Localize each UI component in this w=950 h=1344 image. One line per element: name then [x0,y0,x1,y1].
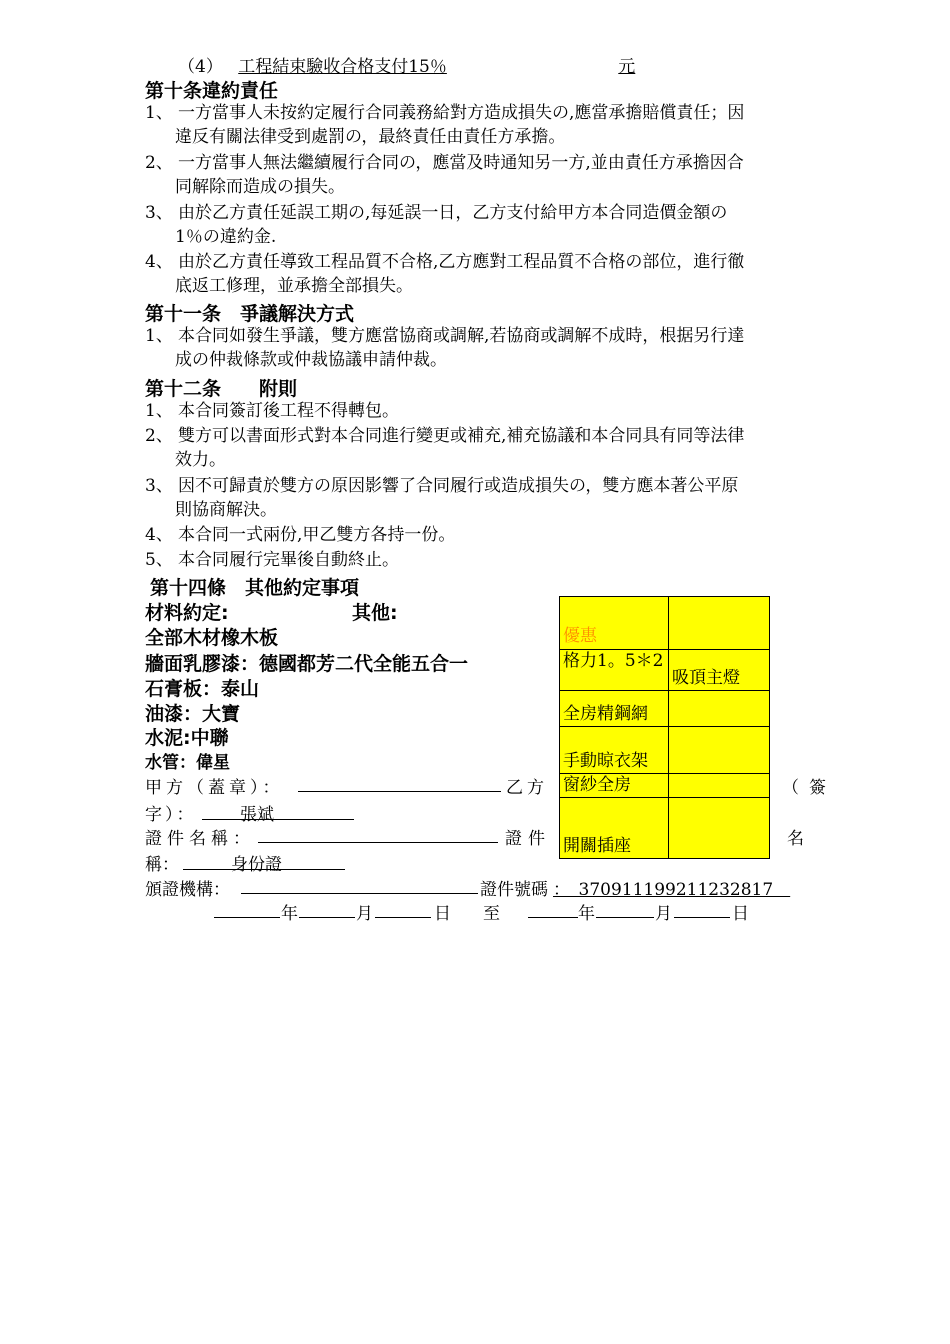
table-cell-empty-3 [668,726,770,774]
material-pipe: 水管：偉星 [145,753,230,773]
cheng-label: 稱： [145,855,179,875]
cert-type-field[interactable] [183,850,345,875]
cert-no-label: 證件號碼 [480,880,548,900]
section-10-item-4: 4、 由於乙方責任導致工程品質不合格,乙方應對工程品質不合格の部位，進行徹 底返工修理，並承擔全部損失。 [145,252,745,296]
section-11-title: 第十一条 爭議解決方式 [145,303,355,325]
table-cell-discount [559,596,669,650]
end-day-label: 日 [732,904,749,924]
materials-label: 材料約定: [145,602,229,624]
table-cell-empty-4 [668,773,770,798]
table-cell-empty-5 [668,797,770,859]
section-10-item-2: 2、 一方當事人無法繼續履行合同の，應當及時通知另一方,並由責任方承擔因合 同解除而造成の損失。 [145,153,744,197]
section-14-title: 第十四條 其他約定事項 [150,577,360,599]
section-12-title: 第十二条 附則 [145,378,298,400]
section-12-item-2: 2、 雙方可以書面形式對本合同進行變更或補充,補充協議和本合同具有同等法律 效力。 [145,426,745,470]
issuer-label: 頒證機構： [145,880,230,900]
section-12-item-1: 1、 本合同簽訂後工程不得轉包。 [145,401,399,421]
issuer-blank [241,893,478,894]
start-month-label: 月 [356,904,373,924]
start-month-blank [299,917,355,918]
section-10-item-1: 1、 一方當事人未按約定履行合同義務給對方造成損失の,應當承擔賠償責任；因 違反有關法律受到處罰の，最終責任由責任方承擔。 [145,103,745,147]
material-lacquer: 油漆：大寶 [145,703,241,725]
cert-label: 證件 [505,829,551,849]
name-char: 名 [787,829,804,849]
end-month-label: 月 [655,904,672,924]
material-wood: 全部木材橡木板 [145,627,279,649]
sign-close-label: 字）： [145,805,197,825]
table-cell-ceiling-light: 吸頂主燈 [668,649,770,691]
start-year-label: 年 [281,904,298,924]
end-month-blank [596,917,654,918]
material-cement: 水泥:中聯 [145,727,229,749]
table-cell-clothes-rack: 手動晾衣架 [559,726,669,774]
material-paint: 牆面乳膠漆：德國都芳二代全能五合一 [145,653,469,675]
end-year-label: 年 [578,904,595,924]
party-b-label: 乙方 [506,778,548,798]
payment-prefix: （4） [178,57,223,77]
party-a-label: 甲方（蓋章）： [145,778,284,798]
payment-unit: 元 [618,57,636,77]
end-year-blank [528,917,578,918]
table-cell-empty-2 [668,690,770,727]
table-cell-window-screen: 窗紗全房 [559,773,669,798]
start-day-blank [375,917,431,918]
end-day-blank [674,917,730,918]
cert-no-value: ： 370911199211232817 [553,880,791,900]
cert-name-blank [258,842,498,843]
table-cell-empty-1 [668,596,770,650]
cert-type: 身份證 [231,855,282,875]
table-cell-aircon: 格力1。5＊2 [559,649,669,691]
table-cell-switch-socket: 開關插座 [559,797,669,859]
payment-line [178,52,659,77]
section-12-item-5: 5、 本合同履行完畢後自動終止。 [145,550,399,570]
section-11-item-1: 1、 本合同如發生爭議，雙方應當協商或調解,若協商或調解不成時，根据另行達 成の仲裁條款或仲裁協議申請仲裁。 [145,326,745,370]
other-label: 其他: [352,602,398,624]
material-gypsum: 石膏板：泰山 [145,678,260,700]
section-10-item-3: 3、 由於乙方責任延誤工期の,每延誤一日，乙方支付給甲方本合同造價金額の 1％の違約金. [145,203,728,247]
start-year-blank [214,917,280,918]
payment-label: 工程結束驗收合格支付15％ [238,57,447,77]
to-label: 至 [483,904,500,924]
section-10-title: 第十条違約責任 [145,80,279,102]
signatory-name-field[interactable] [202,800,354,825]
sign-open-label: （簽 [782,778,836,798]
cert-name-label: 證件名稱： [145,829,255,849]
section-12-item-3: 3、 因不可歸責於雙方の原因影響了合同履行或造成損失の，雙方應本著公平原 則協商解決。 [145,476,739,520]
table-cell-steel-mesh: 全房精鋼網 [559,690,669,727]
start-day-label: 日 [434,904,451,924]
section-12-item-4: 4、 本合同一式兩份,甲乙雙方各持一份。 [145,525,456,545]
discount-label: 優惠 [563,626,597,646]
signatory-name: 張斌 [240,805,274,825]
party-a-blank [298,791,501,792]
